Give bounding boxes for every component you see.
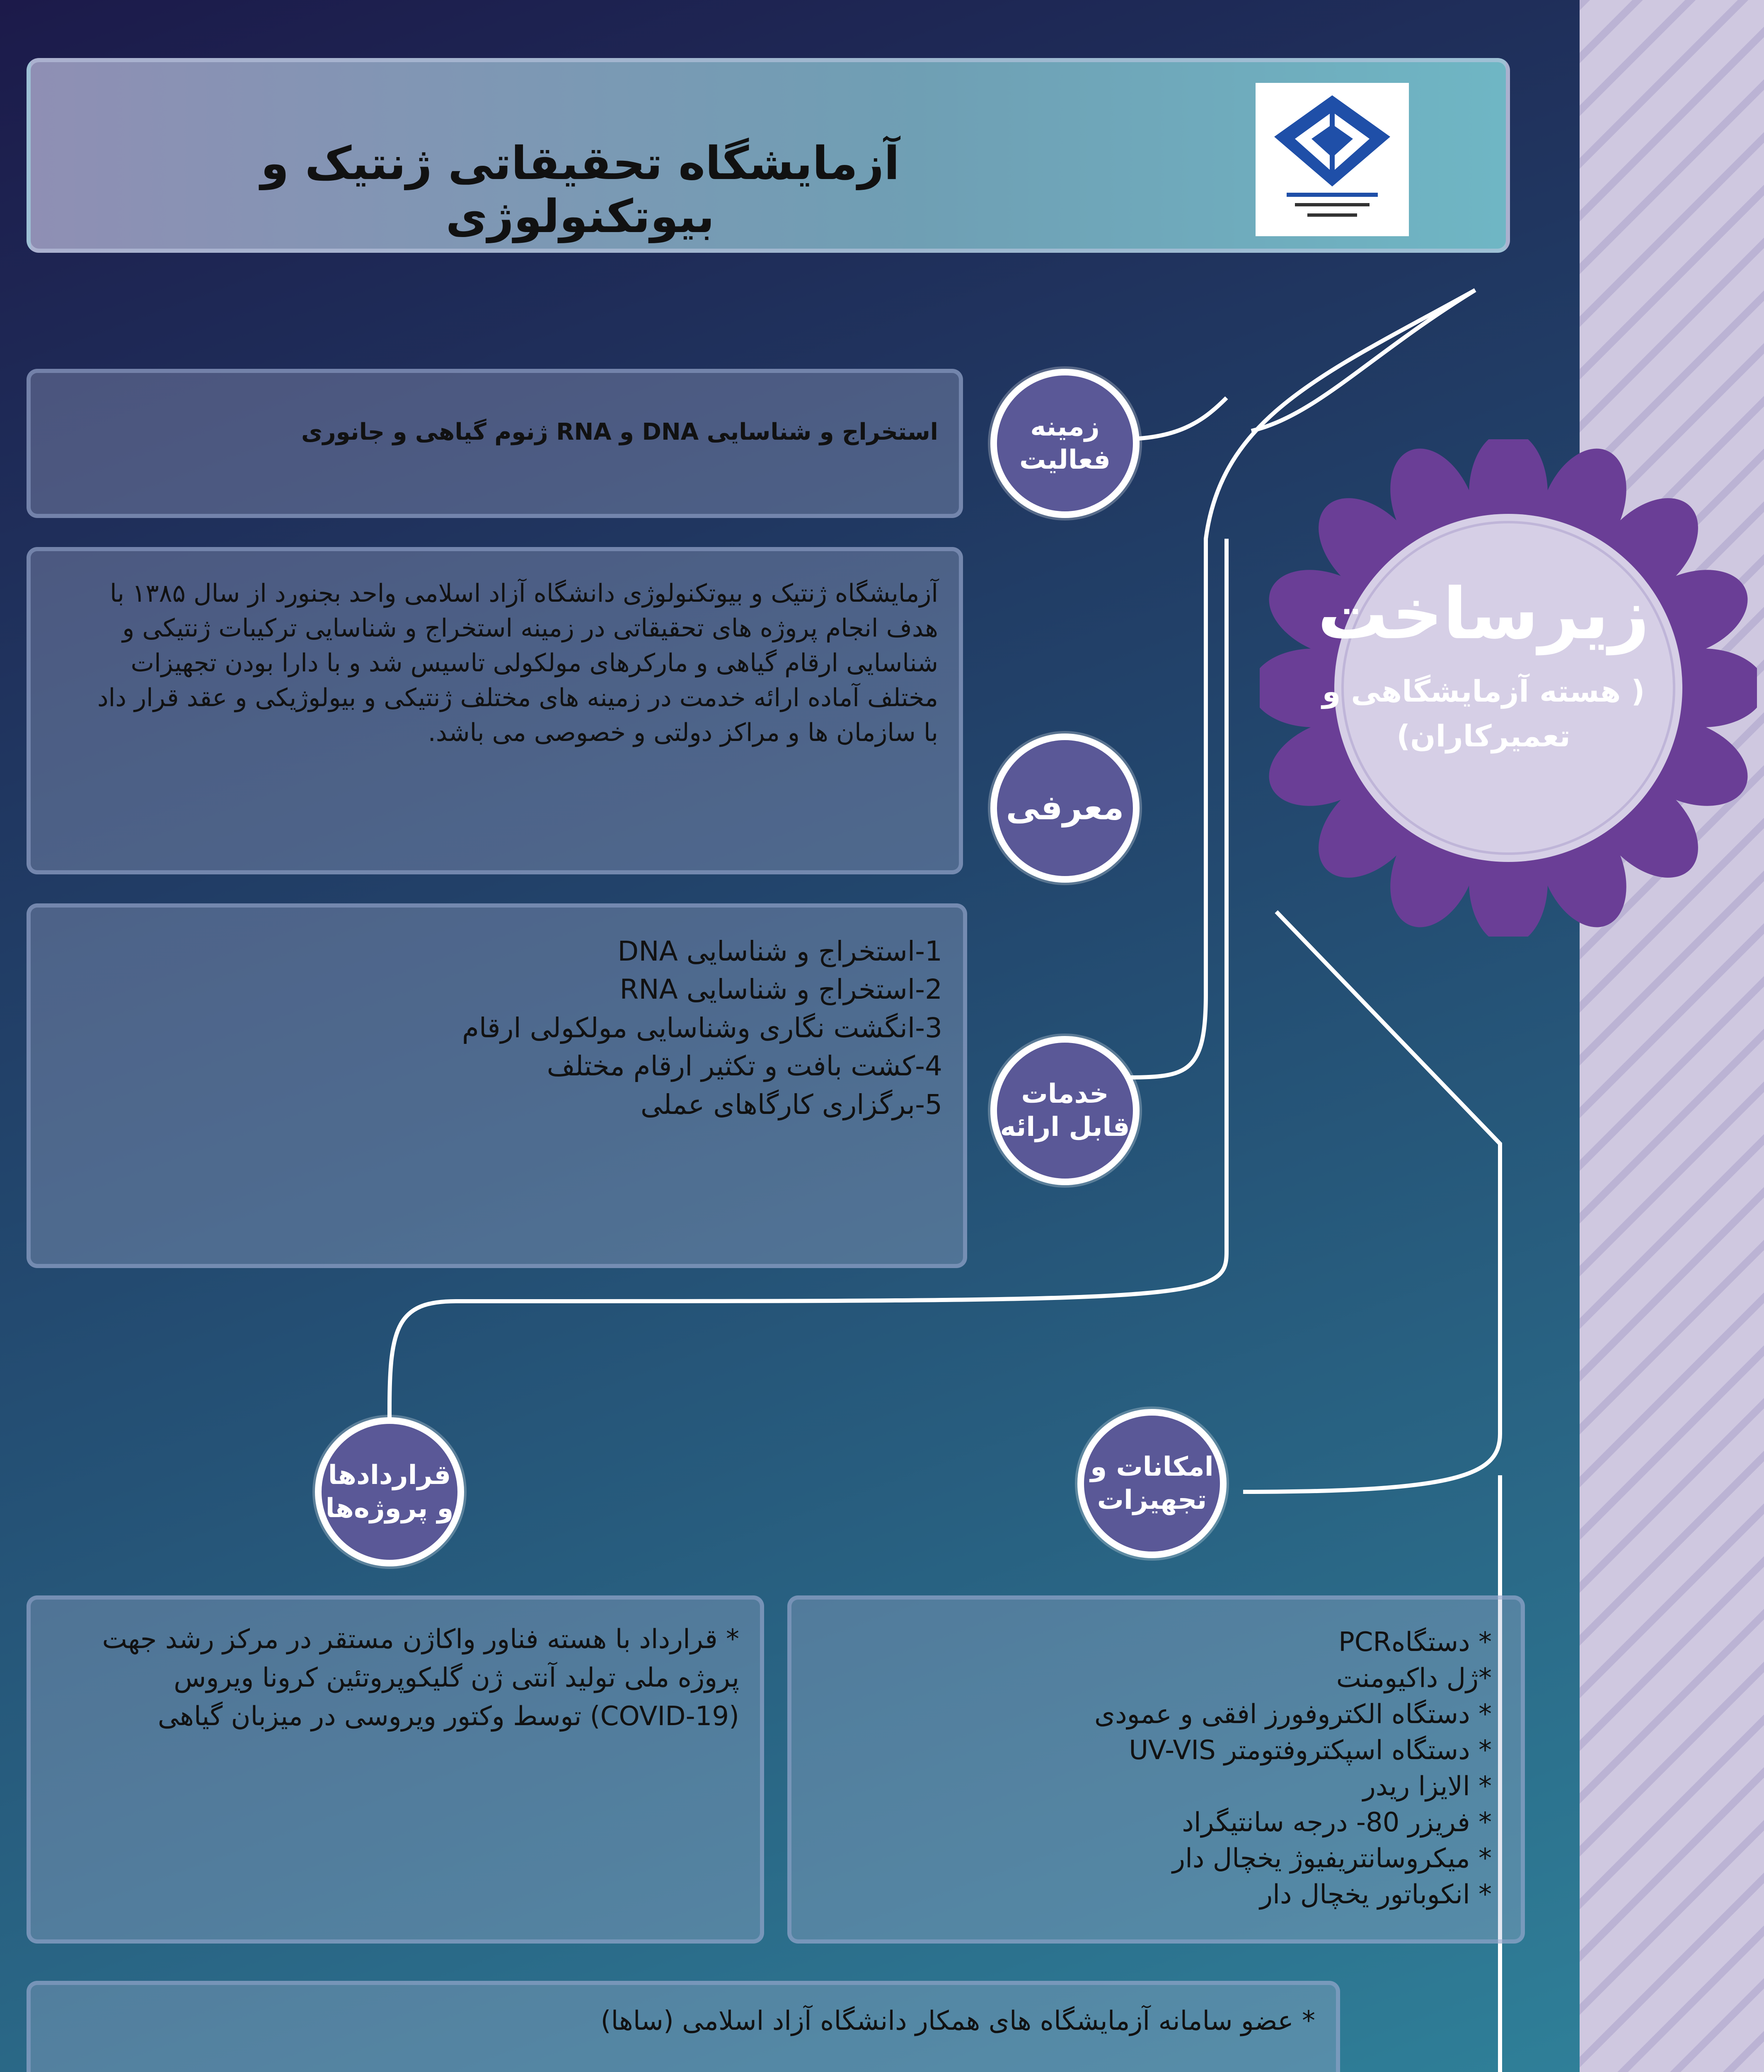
list-item: 4-کشت بافت و تکثیر ارقام مختلف bbox=[547, 1050, 942, 1082]
page-title: آزمایشگاه تحقیقاتی ژنتیک و بیوتکنولوژی bbox=[261, 137, 900, 243]
list-item: * دستگاه اسپکتروفتومتر UV-VIS bbox=[1129, 1735, 1492, 1766]
activity-text: استخراج و شناسایی DNA و RNA ژنوم گیاهی و جانوری bbox=[301, 419, 938, 445]
intro-circle: معرفی bbox=[990, 733, 1140, 883]
licenses-panel bbox=[27, 1981, 1340, 2072]
infrastructure-label bbox=[1309, 572, 1658, 758]
list-item: * الایزا ریدر bbox=[1362, 1771, 1492, 1802]
infrastructure-subtitle: ( هسته آزمایشگاهی و تعمیرکاران) bbox=[1322, 674, 1645, 753]
activity-circle: زمینه فعالیت bbox=[990, 369, 1140, 518]
list-item: * میکروسانتریفیوژ یخچال دار bbox=[1172, 1843, 1492, 1874]
decorative-side-strip bbox=[1580, 0, 1764, 2072]
intro-text: آزمایشگاه ژنتیک و بیوتکنولوژی دانشگاه آزاد اسلامی واحد بجنورد از سال ۱۳۸۵ با هدف انجام پروژه های تحقیقاتی در زمینه استخراج و شناسایی ترکیبات ژنتیکی و شناسایی ارقام گیاهی و مارکرهای مولکولی تاسیس شد و با دارا بودن تجهیزات مختلف آماده ارائه خدمت در زمینه های مختلف ژنتیکی و بیولوژیکی و عقد قرار داد با سازمان ها و مراکز دولتی و خصوصی می باشد. bbox=[97, 579, 938, 747]
list-item: * فریزر 80- درجه سانتیگراد bbox=[1182, 1807, 1492, 1838]
services-circle: خدمات قابل ارائه bbox=[990, 1036, 1140, 1185]
activity-panel bbox=[27, 369, 963, 518]
list-item: *ژل داکیومنت bbox=[1336, 1663, 1492, 1694]
equipment-list bbox=[1094, 1624, 1492, 1913]
azad-university-logo-icon bbox=[1256, 83, 1409, 236]
list-item: 5-برگزاری کارگاهای عملی bbox=[640, 1088, 942, 1121]
list-item: * دستگاهPCR bbox=[1338, 1627, 1492, 1658]
contracts-panel bbox=[27, 1595, 764, 1944]
services-panel bbox=[27, 903, 967, 1268]
intro-panel bbox=[27, 547, 963, 874]
list-item: * انکوباتور یخچال دار bbox=[1260, 1879, 1492, 1910]
list-item: 1-استخراج و شناسایی DNA bbox=[617, 935, 942, 967]
contracts-text: * قرارداد با هسته فناور واکاژن مستقر در مرکز رشد جهت پروژه ملی تولید آنتی ژن گلیکوپروتئین کرونا ویروس (COVID-19) توسط وکتور ویروسی در میزبان گیاهی bbox=[102, 1624, 739, 1732]
equipment-circle: امکانات و تجهیزات bbox=[1077, 1409, 1227, 1558]
list-item: * دستگاه الکتروفورز افقی و عمودی bbox=[1094, 1699, 1492, 1730]
licenses-text: * عضو سامانه آزمایشگاه های همکار دانشگاه آزاد اسلامی (ساها) bbox=[600, 2006, 1315, 2036]
equipment-panel bbox=[787, 1595, 1525, 1944]
infrastructure-title: زیرساخت bbox=[1317, 573, 1650, 655]
contracts-circle: قراردادها و پروژه‌ها bbox=[315, 1417, 464, 1566]
list-item: 2-استخراج و شناسایی RNA bbox=[619, 973, 942, 1006]
list-item: 3-انگشت نگاری وشناسایی مولکولی ارقام bbox=[462, 1012, 942, 1044]
services-list bbox=[462, 932, 942, 1124]
